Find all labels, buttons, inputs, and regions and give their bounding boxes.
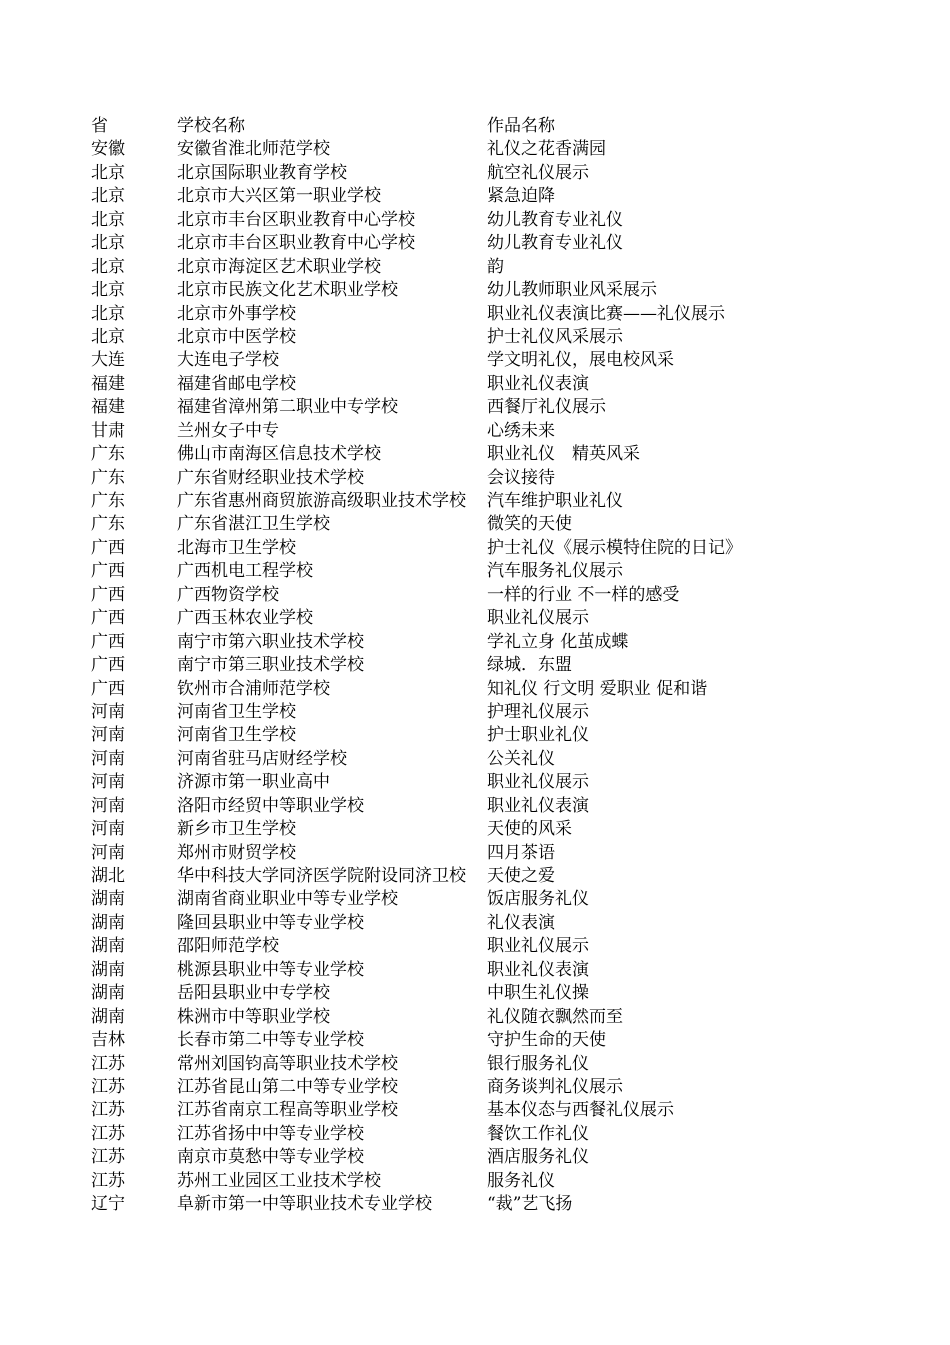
work-name-cell: 餐饮工作礼仪 bbox=[487, 1123, 589, 1146]
school-name-cell: 桃源县职业中等专业学校 bbox=[177, 959, 364, 980]
school-name-cell: 郑州市财贸学校 bbox=[177, 842, 296, 863]
table-row bbox=[91, 818, 851, 841]
header-school-name: 学校名称 bbox=[177, 116, 245, 136]
table-row bbox=[91, 584, 851, 607]
work-name-cell: 礼仪随衣飘然而至 bbox=[487, 1006, 623, 1029]
table-body bbox=[91, 138, 851, 1216]
province-cell: 河南 bbox=[91, 701, 125, 722]
province-cell: 河南 bbox=[91, 795, 125, 816]
province-cell: 河南 bbox=[91, 772, 125, 793]
province-cell: 北京 bbox=[91, 256, 125, 277]
work-name-cell: 四月茶语 bbox=[487, 842, 555, 865]
province-cell: 北京 bbox=[91, 326, 125, 347]
school-name-cell: 福建省邮电学校 bbox=[177, 373, 296, 394]
school-name-cell: 福建省漳州第二职业中专学校 bbox=[177, 397, 398, 418]
table-row bbox=[91, 373, 851, 396]
work-name-cell: 微笑的天使 bbox=[487, 513, 572, 536]
work-name-cell: 职业礼仪表演 bbox=[487, 373, 589, 396]
school-name-cell: 洛阳市经贸中等职业学校 bbox=[177, 795, 364, 816]
table-row bbox=[91, 1193, 851, 1216]
work-name-cell: 幼儿教师职业风采展示 bbox=[487, 279, 657, 302]
table-row bbox=[91, 795, 851, 818]
school-name-cell: 南京市莫愁中等专业学校 bbox=[177, 1147, 364, 1168]
school-name-cell: 阜新市第一中等职业技术专业学校 bbox=[177, 1194, 432, 1215]
table-row bbox=[91, 420, 851, 443]
work-name-cell: 中职生礼仪操 bbox=[487, 982, 589, 1005]
work-name-cell: 职业礼仪表演 bbox=[487, 795, 589, 818]
work-name-cell: 商务谈判礼仪展示 bbox=[487, 1076, 623, 1099]
work-name-cell: 服务礼仪 bbox=[487, 1170, 555, 1193]
province-cell: 北京 bbox=[91, 233, 125, 254]
work-name-cell: 职业礼仪展示 bbox=[487, 607, 589, 630]
school-name-cell: 华中科技大学同济医学院附设同济卫校 bbox=[177, 866, 466, 886]
school-name-cell: 苏州工业园区工业技术学校 bbox=[177, 1170, 381, 1191]
province-cell: 广西 bbox=[91, 584, 125, 605]
table-header-row bbox=[91, 115, 851, 138]
work-name-cell: 幼儿教育专业礼仪 bbox=[487, 232, 623, 255]
work-name-cell: 护士职业礼仪 bbox=[487, 724, 589, 747]
table-row bbox=[91, 279, 851, 302]
province-cell: 湖南 bbox=[91, 1006, 125, 1027]
province-cell: 福建 bbox=[91, 373, 125, 394]
province-cell: 广东 bbox=[91, 467, 125, 488]
table-row bbox=[91, 1123, 851, 1146]
school-name-cell: 江苏省扬中中等专业学校 bbox=[177, 1123, 364, 1144]
school-name-cell: 江苏省昆山第二中等专业学校 bbox=[177, 1076, 398, 1097]
header-work-name: 作品名称 bbox=[487, 115, 555, 138]
school-name-cell: 南宁市第六职业技术学校 bbox=[177, 631, 364, 652]
work-name-cell: 会议接待 bbox=[487, 467, 555, 490]
province-cell: 福建 bbox=[91, 397, 125, 418]
province-cell: 广西 bbox=[91, 631, 125, 652]
table-row bbox=[91, 678, 851, 701]
school-name-cell: 北京市民族文化艺术职业学校 bbox=[177, 280, 398, 301]
table-row bbox=[91, 185, 851, 208]
work-name-cell: 航空礼仪展示 bbox=[487, 162, 589, 185]
province-cell: 广东 bbox=[91, 491, 125, 511]
province-cell: 甘肃 bbox=[91, 420, 125, 441]
work-name-cell: 幼儿教育专业礼仪 bbox=[487, 209, 623, 232]
table-row bbox=[91, 537, 851, 560]
work-name-cell: 酒店服务礼仪 bbox=[487, 1146, 589, 1169]
table-row bbox=[91, 490, 851, 513]
province-cell: 湖南 bbox=[91, 912, 125, 933]
table-row bbox=[91, 513, 851, 536]
table-row bbox=[91, 1053, 851, 1076]
work-name-cell: 银行服务礼仪 bbox=[487, 1053, 589, 1076]
work-name-cell: 礼仪表演 bbox=[487, 912, 555, 935]
header-province: 省 bbox=[91, 116, 108, 136]
work-name-cell: 西餐厅礼仪展示 bbox=[487, 396, 606, 419]
table-row bbox=[91, 607, 851, 630]
work-name-cell: “裁”艺飞扬 bbox=[487, 1193, 572, 1216]
school-name-cell: 广东省惠州商贸旅游高级职业技术学校 bbox=[177, 491, 466, 511]
school-name-cell: 安徽省淮北师范学校 bbox=[177, 139, 330, 160]
work-name-cell: 一样的行业 不一样的感受 bbox=[487, 584, 679, 607]
data-table bbox=[91, 115, 851, 1217]
table-row bbox=[91, 1006, 851, 1029]
table-row bbox=[91, 888, 851, 911]
school-name-cell: 北京市丰台区职业教育中心学校 bbox=[177, 209, 415, 230]
school-name-cell: 济源市第一职业高中 bbox=[177, 772, 330, 793]
work-name-cell: 天使的风采 bbox=[487, 818, 572, 841]
province-cell: 江苏 bbox=[91, 1100, 125, 1121]
work-name-cell: 韵 bbox=[487, 256, 504, 279]
province-cell: 广西 bbox=[91, 537, 125, 558]
table-row bbox=[91, 162, 851, 185]
work-name-cell: 绿城．东盟 bbox=[487, 654, 572, 677]
work-name-cell: 饭店服务礼仪 bbox=[487, 888, 589, 911]
work-name-cell: 职业礼仪表演 bbox=[487, 959, 589, 982]
province-cell: 广西 bbox=[91, 655, 125, 676]
table-row bbox=[91, 209, 851, 232]
table-row bbox=[91, 724, 851, 747]
school-name-cell: 广西玉林农业学校 bbox=[177, 608, 313, 629]
school-name-cell: 常州刘国钧高等职业技术学校 bbox=[177, 1053, 398, 1074]
province-cell: 广西 bbox=[91, 678, 125, 699]
province-cell: 辽宁 bbox=[91, 1194, 125, 1215]
work-name-cell: 职业礼仪展示 bbox=[487, 935, 589, 958]
school-name-cell: 北京市外事学校 bbox=[177, 303, 296, 324]
school-name-cell: 隆回县职业中等专业学校 bbox=[177, 912, 364, 933]
school-name-cell: 河南省驻马店财经学校 bbox=[177, 748, 347, 769]
work-name-cell: 职业礼仪展示 bbox=[487, 771, 589, 794]
province-cell: 湖南 bbox=[91, 889, 125, 910]
province-cell: 广东 bbox=[91, 514, 125, 535]
province-cell: 河南 bbox=[91, 725, 125, 746]
table-row bbox=[91, 396, 851, 419]
province-cell: 河南 bbox=[91, 819, 125, 840]
table-row bbox=[91, 701, 851, 724]
school-name-cell: 新乡市卫生学校 bbox=[177, 819, 296, 840]
school-name-cell: 邵阳师范学校 bbox=[177, 936, 279, 957]
table-row bbox=[91, 232, 851, 255]
province-cell: 江苏 bbox=[91, 1170, 125, 1191]
work-name-cell: 汽车维护职业礼仪 bbox=[487, 490, 623, 513]
province-cell: 湖北 bbox=[91, 866, 125, 886]
table-row bbox=[91, 865, 851, 888]
school-name-cell: 北京市中医学校 bbox=[177, 326, 296, 347]
school-name-cell: 河南省卫生学校 bbox=[177, 701, 296, 722]
table-row bbox=[91, 959, 851, 982]
school-name-cell: 大连电子学校 bbox=[177, 350, 279, 371]
table-row bbox=[91, 982, 851, 1005]
table-row bbox=[91, 1076, 851, 1099]
province-cell: 江苏 bbox=[91, 1053, 125, 1074]
work-name-cell: 公关礼仪 bbox=[487, 748, 555, 771]
province-cell: 广西 bbox=[91, 561, 125, 582]
work-name-cell: 心绣未来 bbox=[487, 420, 555, 443]
school-name-cell: 钦州市合浦师范学校 bbox=[177, 678, 330, 699]
school-name-cell: 株洲市中等职业学校 bbox=[177, 1006, 330, 1027]
school-name-cell: 佛山市南海区信息技术学校 bbox=[177, 444, 381, 465]
table-row bbox=[91, 912, 851, 935]
school-name-cell: 广东省湛江卫生学校 bbox=[177, 514, 330, 535]
province-cell: 江苏 bbox=[91, 1076, 125, 1097]
province-cell: 北京 bbox=[91, 209, 125, 230]
province-cell: 江苏 bbox=[91, 1123, 125, 1144]
table-row bbox=[91, 560, 851, 583]
work-name-cell: 天使之爱 bbox=[487, 865, 555, 888]
work-name-cell: 护理礼仪展示 bbox=[487, 701, 589, 724]
work-name-cell: 学文明礼仪，展电校风采 bbox=[487, 349, 674, 372]
province-cell: 湖南 bbox=[91, 936, 125, 957]
table-row bbox=[91, 138, 851, 161]
school-name-cell: 长春市第二中等专业学校 bbox=[177, 1030, 364, 1051]
school-name-cell: 南宁市第三职业技术学校 bbox=[177, 655, 364, 676]
work-name-cell: 礼仪之花香满园 bbox=[487, 138, 606, 161]
school-name-cell: 湖南省商业职业中等专业学校 bbox=[177, 889, 398, 910]
school-name-cell: 广东省财经职业技术学校 bbox=[177, 467, 364, 488]
province-cell: 北京 bbox=[91, 303, 125, 324]
work-name-cell: 护士礼仪《展示模特住院的日记》 bbox=[487, 537, 742, 560]
school-name-cell: 北京国际职业教育学校 bbox=[177, 162, 347, 183]
province-cell: 安徽 bbox=[91, 139, 125, 160]
work-name-cell: 基本仪态与西餐礼仪展示 bbox=[487, 1099, 674, 1122]
school-name-cell: 岳阳县职业中专学校 bbox=[177, 983, 330, 1004]
table-row bbox=[91, 842, 851, 865]
school-name-cell: 北京市大兴区第一职业学校 bbox=[177, 186, 381, 207]
table-row bbox=[91, 1170, 851, 1193]
table-row bbox=[91, 631, 851, 654]
province-cell: 湖南 bbox=[91, 983, 125, 1004]
school-name-cell: 兰州女子中专 bbox=[177, 420, 279, 441]
work-name-cell: 汽车服务礼仪展示 bbox=[487, 560, 623, 583]
table-row bbox=[91, 1146, 851, 1169]
province-cell: 河南 bbox=[91, 842, 125, 863]
school-name-cell: 北海市卫生学校 bbox=[177, 537, 296, 558]
table-row bbox=[91, 935, 851, 958]
province-cell: 北京 bbox=[91, 186, 125, 207]
table-row bbox=[91, 748, 851, 771]
province-cell: 北京 bbox=[91, 162, 125, 183]
province-cell: 广西 bbox=[91, 608, 125, 629]
table-row bbox=[91, 326, 851, 349]
table-row bbox=[91, 443, 851, 466]
work-name-cell: 职业礼仪 精英风采 bbox=[487, 443, 640, 466]
table-row bbox=[91, 349, 851, 372]
work-name-cell: 知礼仪 行文明 爱职业 促和谐 bbox=[487, 678, 707, 701]
school-name-cell: 广西机电工程学校 bbox=[177, 561, 313, 582]
table-row bbox=[91, 1029, 851, 1052]
province-cell: 江苏 bbox=[91, 1147, 125, 1168]
province-cell: 广东 bbox=[91, 444, 125, 465]
work-name-cell: 职业礼仪表演比赛——礼仪展示 bbox=[487, 303, 725, 326]
school-name-cell: 北京市丰台区职业教育中心学校 bbox=[177, 233, 415, 254]
province-cell: 大连 bbox=[91, 350, 125, 371]
work-name-cell: 学礼立身 化茧成蝶 bbox=[487, 631, 628, 654]
school-name-cell: 广西物资学校 bbox=[177, 584, 279, 605]
school-name-cell: 北京市海淀区艺术职业学校 bbox=[177, 256, 381, 277]
table-row bbox=[91, 654, 851, 677]
province-cell: 北京 bbox=[91, 280, 125, 301]
work-name-cell: 紧急迫降 bbox=[487, 185, 555, 208]
work-name-cell: 守护生命的天使 bbox=[487, 1029, 606, 1052]
table-row bbox=[91, 467, 851, 490]
school-name-cell: 河南省卫生学校 bbox=[177, 725, 296, 746]
school-name-cell: 江苏省南京工程高等职业学校 bbox=[177, 1100, 398, 1121]
table-row bbox=[91, 303, 851, 326]
province-cell: 河南 bbox=[91, 748, 125, 769]
province-cell: 吉林 bbox=[91, 1030, 125, 1051]
table-row bbox=[91, 256, 851, 279]
work-name-cell: 护士礼仪风采展示 bbox=[487, 326, 623, 349]
table-row bbox=[91, 771, 851, 794]
table-row bbox=[91, 1099, 851, 1122]
province-cell: 湖南 bbox=[91, 959, 125, 980]
